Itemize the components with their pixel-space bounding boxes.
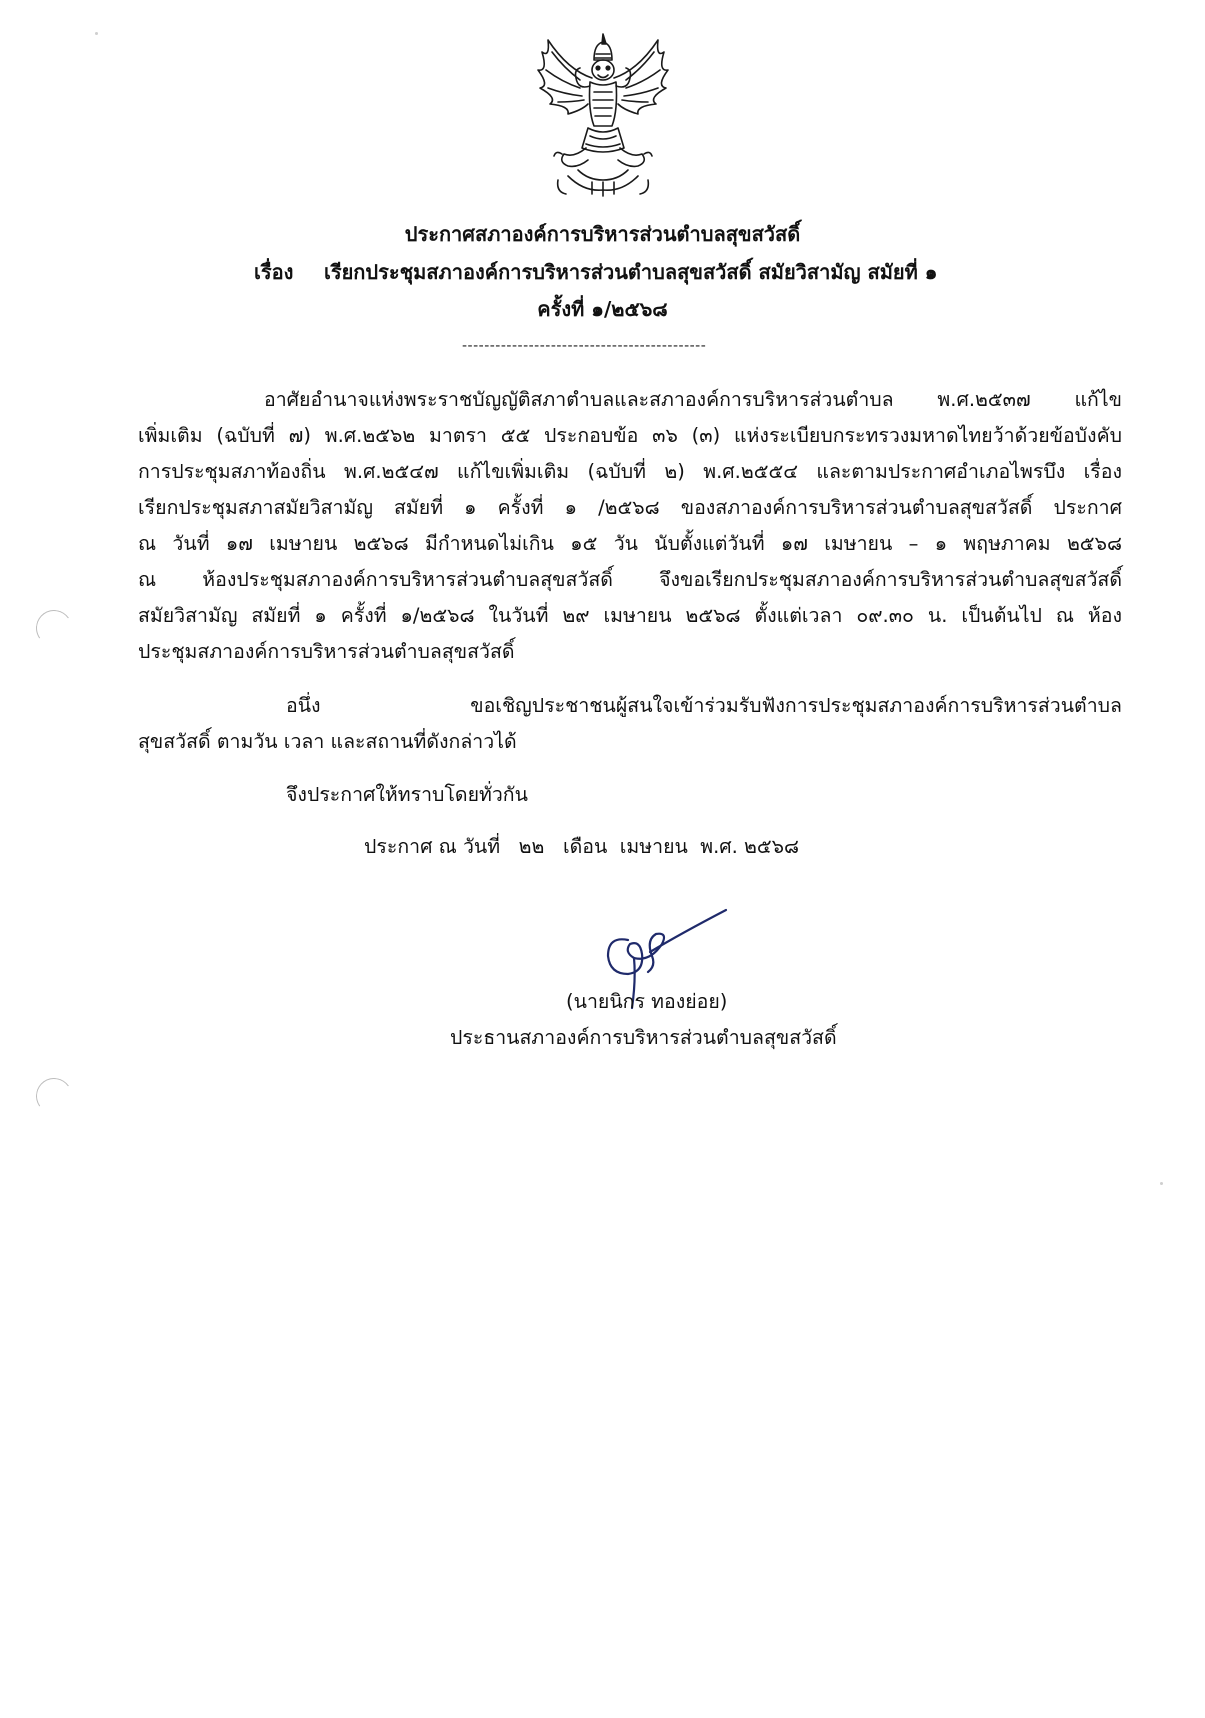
margin-speck — [95, 32, 98, 35]
paragraph1-line: ประชุมสภาองค์การบริหารส่วนตำบลสุขสวัสดิ์ — [138, 640, 515, 663]
closing-statement: จึงประกาศให้ทราบโดยทั่วกัน — [286, 783, 528, 806]
paragraph1-line: การประชุมสภาท้องถิ่น พ.ศ.๒๕๔๗ แก้ไขเพิ่มเติม (ฉบับที่ ๒) พ.ศ.๒๕๕๔ และตามประกาศอำเภอไพรบึง เรื่อง — [138, 460, 1122, 483]
subject-label: เรื่อง — [254, 260, 294, 284]
signatory-position: ประธานสภาองค์การบริหารส่วนตำบลสุขสวัสดิ์ — [450, 1026, 837, 1049]
announcement-title: ประกาศสภาองค์การบริหารส่วนตำบลสุขสวัสดิ์ — [404, 222, 801, 246]
paragraph1-line: ณ ห้องประชุมสภาองค์การบริหารส่วนตำบลสุขสวัสดิ์ จึงขอเรียกประชุมสภาองค์การบริหารส่วนตำบลสุขสวัสดิ์ — [138, 568, 1122, 591]
paragraph1-line: อาศัยอำนาจแห่งพระราชบัญญัติสภาตำบลและสภาองค์การบริหารส่วนตำบล พ.ศ.๒๕๓๗ แก้ไข — [264, 388, 1122, 411]
paragraph2-line: อนึ่ง ขอเชิญประชาชนผู้สนใจเข้าร่วมรับฟังการประชุมสภาองค์การบริหารส่วนตำบล — [286, 694, 1122, 717]
margin-speck — [1160, 1182, 1163, 1185]
punch-hole-bottom — [33, 1075, 75, 1117]
paragraph1-line: เพิ่มเติม (ฉบับที่ ๗) พ.ศ.๒๕๖๒ มาตรา ๕๕ ประกอบข้อ ๓๖ (๓) แห่งระเบียบกระทรวงมหาดไทยว้าด้วยข้อบังคับ — [138, 424, 1122, 447]
subject-row — [254, 256, 937, 288]
garuda-emblem-icon — [528, 30, 678, 200]
paragraph1-line: ณ วันที่ ๑๗ เมษายน ๒๕๖๘ มีกำหนดไม่เกิน ๑๕ วัน นับตั้งแต่วันที่ ๑๗ เมษายน – ๑ พฤษภาคม ๒๕๖๘ — [138, 532, 1122, 555]
signatory-name: (นายนิกร ทองย่อย) — [566, 990, 728, 1013]
header-divider: -------------------------------------------- — [462, 338, 707, 354]
dateline: ประกาศ ณ วันที่ ๒๒ เดือน เมษายน พ.ศ. ๒๕๖๘ — [364, 835, 800, 858]
punch-hole-top — [33, 607, 75, 649]
paragraph1-line: เรียกประชุมสภาสมัยวิสามัญ สมัยที่ ๑ ครั้งที่ ๑ /๒๕๖๘ ของสภาองค์การบริหารส่วนตำบลสุขสวัสดิ์ ประกาศ — [138, 496, 1122, 519]
paragraph1-line: สมัยวิสามัญ สมัยที่ ๑ ครั้งที่ ๑/๒๕๖๘ ในวันที่ ๒๙ เมษายน ๒๕๖๘ ตั้งแต่เวลา ๐๙.๓๐ น. เป็นต้นไป ณ ห้อง — [138, 604, 1122, 627]
session-number: ครั้งที่ ๑/๒๕๖๘ — [537, 297, 668, 321]
paragraph2-line: สุขสวัสดิ์ ตามวัน เวลา และสถานที่ดังกล่าวได้ — [138, 730, 517, 753]
subject-text: เรียกประชุมสภาองค์การบริหารส่วนตำบลสุขสวัสดิ์ สมัยวิสามัญ สมัยที่ ๑ — [324, 260, 938, 284]
